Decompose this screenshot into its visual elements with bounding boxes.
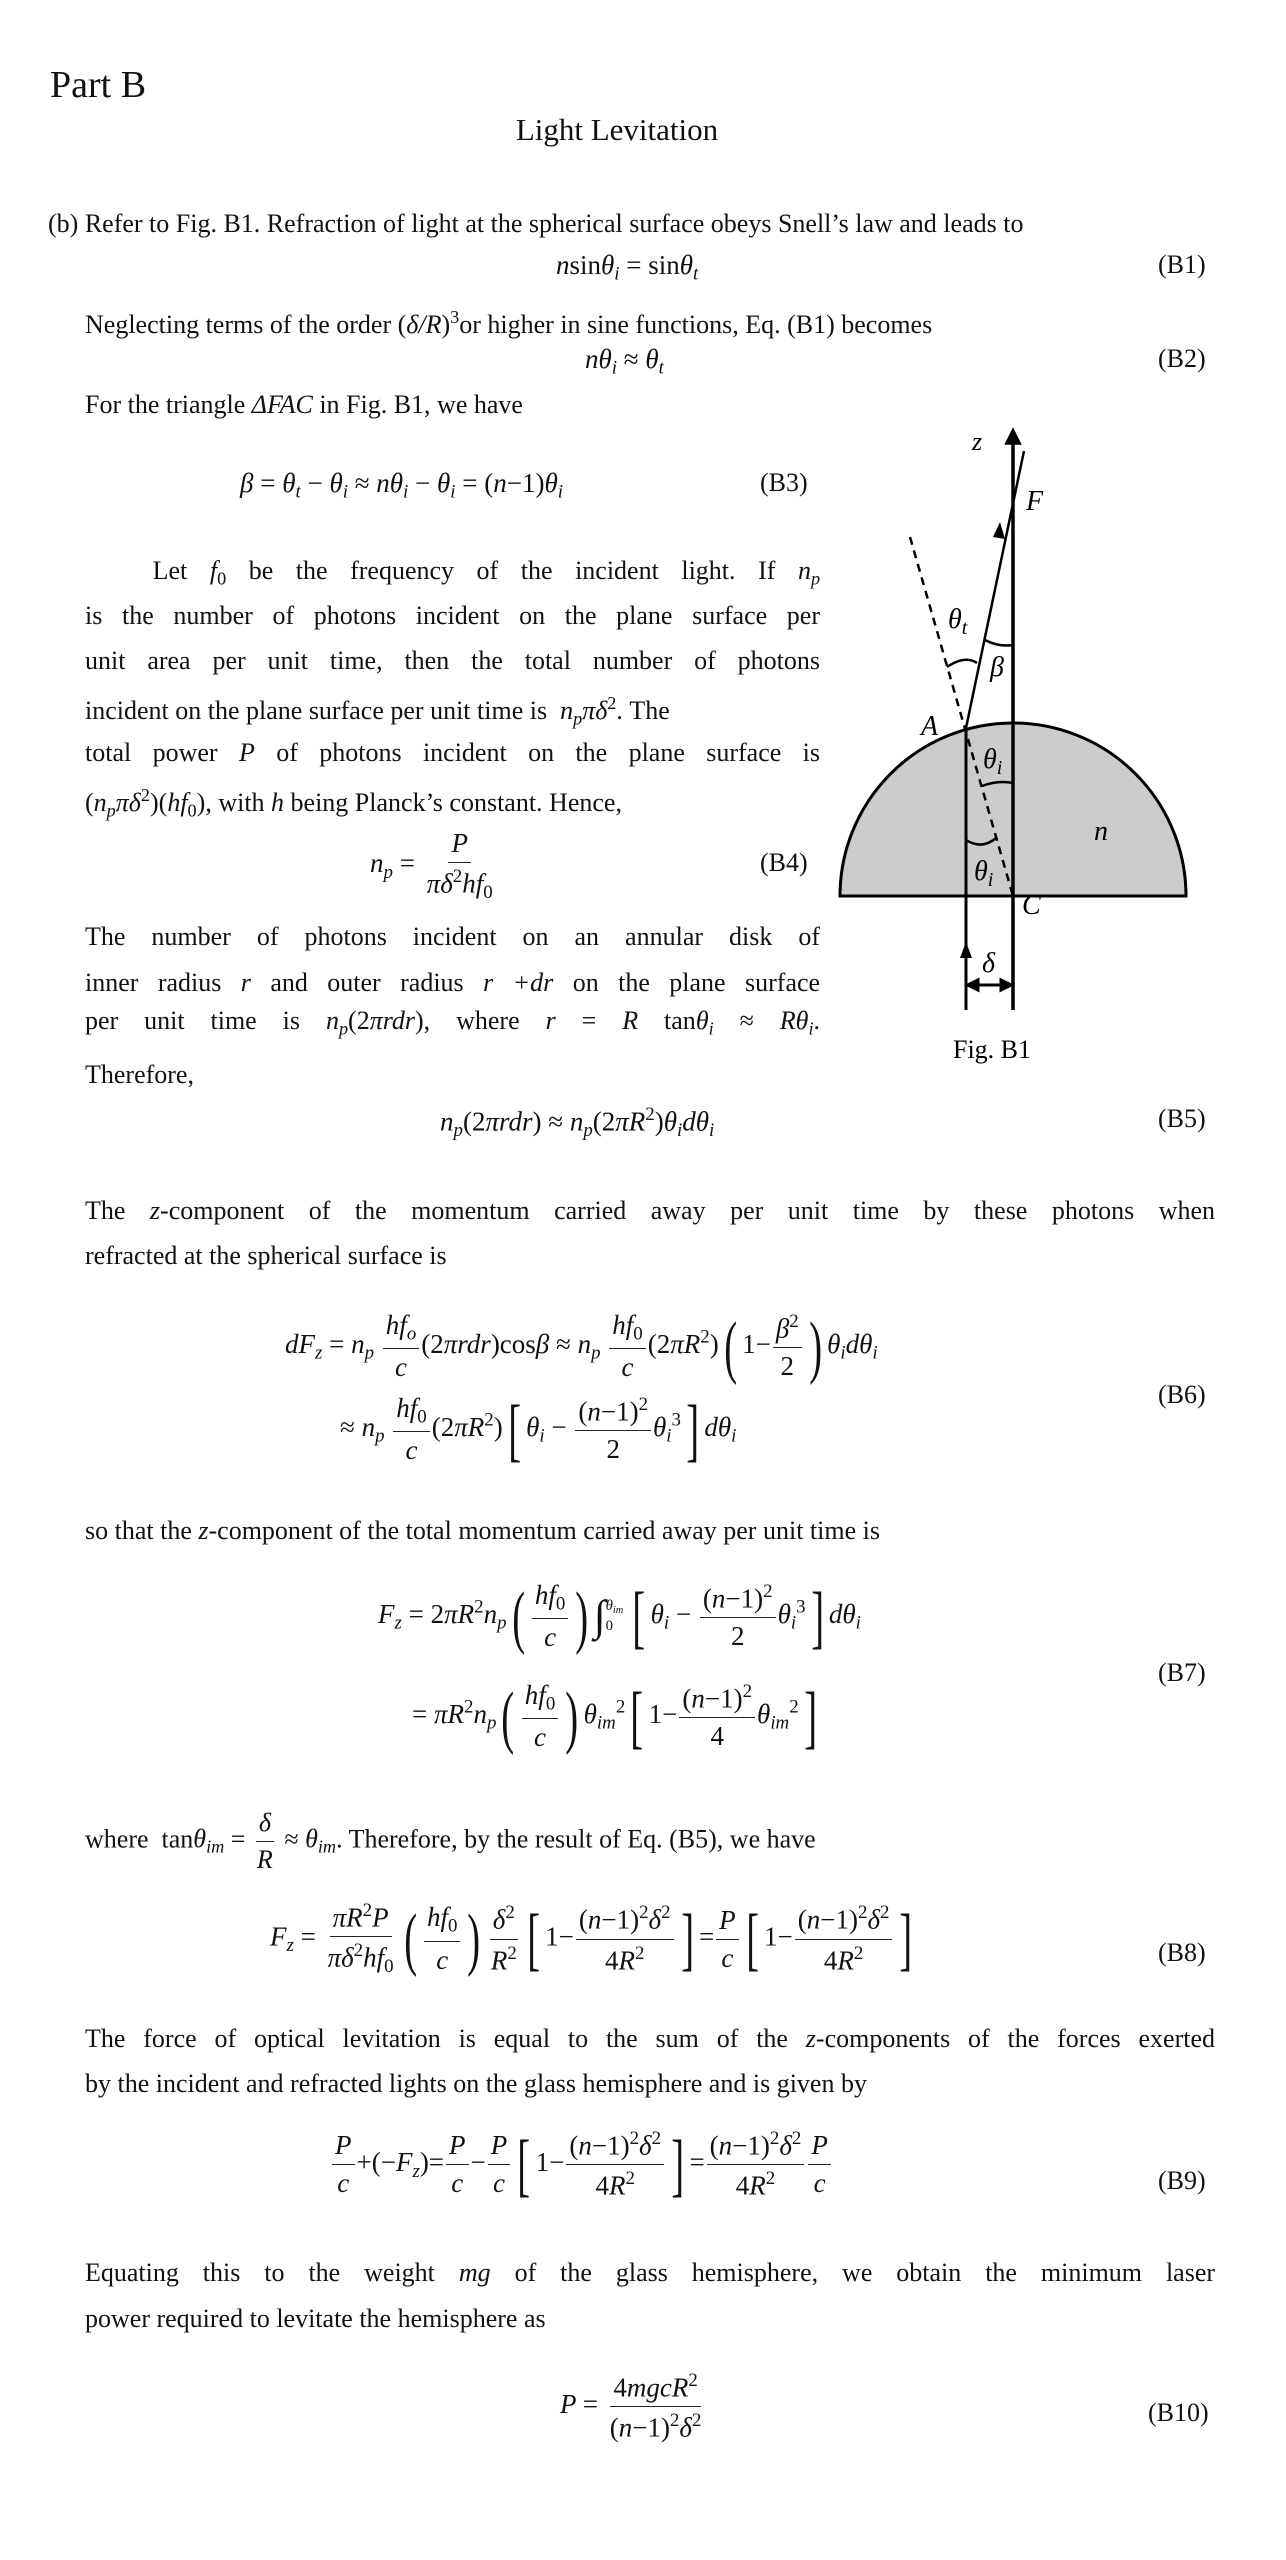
- equation-label-b9: (B9): [1158, 2166, 1206, 2195]
- equation-b6-line2: ≈ $n_p$ $\frac{hf_0}{c}$ $(2\pi R^2)$[ $\theta_i$ − $\frac{(n-1)^2}{2}$ $\theta_i^3$] $d\theta_i$: [340, 1390, 737, 1469]
- equation-b7-line1: $F_z = 2\pi R^2n_p$( $\frac{hf_0}{c}$ ) ∫ $\theta_{im}$ 0 [ $\theta_i$ − $\frac{(n-1)^2}{2}$ $\theta_i^3$] $d\theta_i$: [378, 1577, 861, 1656]
- para2-line3: per unit time is $n_p(2\pi rdr)$, where r = R $\tan\theta_i \approx R\theta_i$.: [85, 1006, 821, 1039]
- equation-b1: nsinθ$_i$ = sinθ$_t$: [556, 250, 699, 285]
- section-title: Light Levitation: [515, 112, 719, 147]
- para1-line2: is the number of photons incident on the plane surface per: [85, 601, 820, 630]
- equation-b4: $n_p$ = $\frac{P}{\pi\delta^2hf_0}$: [370, 828, 493, 904]
- label-theta-t: $\theta_t$: [948, 604, 968, 639]
- zcomp-line1: The z-component of the momentum carried away per unit time by these photons when: [85, 1196, 1215, 1225]
- para1-line1: Let $f_0$ be the frequency of the incident light. If $n_p$: [152, 556, 821, 589]
- equation-label-b4: (B4): [760, 848, 808, 877]
- equation-b7-line2: = $\pi R^2n_p$( $\frac{hf_0}{c}$ ) $\theta_{im}^2$[ 1− $\frac{(n-1)^2}{4}$ $\theta_{im}^2$]: [412, 1677, 817, 1756]
- equation-label-b5: (B5): [1158, 1104, 1206, 1133]
- equation-b2: $n\theta_i \approx \theta_t$: [585, 344, 664, 379]
- sothat-text: so that the z-component of the total momentum carried away per unit time is: [85, 1516, 880, 1545]
- intro-text: (b) Refer to Fig. B1. Refraction of light at the spherical surface obeys Snell’s law and leads to: [48, 209, 1024, 238]
- label-n: n: [1094, 816, 1108, 847]
- equation-b10: P = $\frac{4mgcR^2}{(n-1)^2\delta^2}$: [560, 2370, 702, 2443]
- where-text: where tanθ$_{im}$ = $\frac{\delta}{R}$ ≈ $\theta_{im}$. Therefore, by the result of Eq. (B5), we have: [85, 1808, 816, 1874]
- equation-label-b1: (B1): [1158, 250, 1206, 279]
- equation-b5: $n_p(2\pi rdr) \approx n_p(2\pi R^2)\theta_id\theta_i$: [440, 1104, 715, 1142]
- label-theta-i-upper: $\theta_i$: [983, 744, 1003, 779]
- equation-label-b7: (B7): [1158, 1658, 1206, 1687]
- equation-label-b10: (B10): [1148, 2398, 1209, 2427]
- para1-line5: total power P of photons incident on the plane surface is: [85, 738, 821, 767]
- para1-line4: incident on the plane surface per unit time is $n_p\pi\delta^2$. The: [85, 693, 670, 729]
- equation-label-b2: (B2): [1158, 344, 1206, 373]
- triangle-text: For the triangle ΔFAC in Fig. B1, we have: [85, 390, 523, 419]
- label-theta-i-lower: $\theta_i$: [974, 856, 994, 891]
- para2-line2: inner radius r and outer radius r +dr on the plane surface: [85, 968, 821, 997]
- incident-arrowhead: [960, 942, 972, 958]
- part-heading: Part B: [50, 64, 147, 106]
- zcomp-line2: refracted at the spherical surface is: [85, 1241, 447, 1270]
- para1-line3: unit area per unit time, then the total number of photons: [85, 646, 820, 675]
- para1-line6: $(n_p\pi\delta^2)(hf_0)$, with h being Planck’s constant. Hence,: [85, 785, 622, 821]
- equation-b8: $F_z$ = $\frac{\pi R^2P}{\pi\delta^2hf_0}$ ( $\frac{hf_0}{c}$ ) $\frac{\delta^2}{R^2}$ [ 1− $\frac{(n-1)^2\delta^2}{4R^2}$ ] = $\frac{P}{c}$ [ 1− $\frac{(n-1)^2\delta^2}{4R^2}$ ]: [270, 1900, 913, 1978]
- neglect-text: Neglecting terms of the order $(\delta/R)^3or$ higher in sine functions, Eq. (B1) becomes: [85, 307, 933, 339]
- label-a: A: [921, 711, 939, 742]
- equation-b6-line1: $dF_z = n_p$ $\frac{hf_o}{c}$ $(2\pi rdr)\cos\beta \approx n_p$ $\frac{hf_0}{c}$ $(2\pi R^2)$( 1− $\frac{\beta^2}{2}$ ) $\theta_id\theta_i$: [285, 1307, 878, 1386]
- equation-b3: $\beta = \theta_t - \theta_i \approx n\theta_i - \theta_i = (n-1)\theta_i$: [240, 468, 564, 503]
- therefore-text: Therefore,: [85, 1060, 194, 1089]
- force-line1: The force of optical levitation is equal to the sum of the z-components of the forces exerted: [85, 2024, 1215, 2053]
- label-delta: δ: [982, 948, 996, 979]
- label-c: C: [1022, 890, 1041, 921]
- label-f: F: [1026, 486, 1044, 517]
- equation-label-b8: (B8): [1158, 1938, 1206, 1967]
- equate-line1: Equating this to the weight mg of the glass hemisphere, we obtain the minimum laser: [85, 2258, 1216, 2287]
- label-z: z: [972, 427, 983, 456]
- refracted-arrowhead: [993, 522, 1005, 539]
- label-beta: β: [990, 652, 1004, 683]
- equation-label-b3: (B3): [760, 468, 808, 497]
- force-line2: by the incident and refracted lights on the glass hemisphere and is given by: [85, 2069, 867, 2098]
- equation-b9: $\frac{P}{c}$ $+(-F_z)=$ $\frac{P}{c}$ − $\frac{P}{c}$ [ 1− $\frac{(n-1)^2\delta^2}{4R^2}$ ] = $\frac{(n-1)^2\delta^2}{4R^2}$ $\frac{P}{c}$: [330, 2128, 833, 2202]
- para2-line1: The number of photons incident on an annular disk of: [85, 922, 820, 951]
- beta-arc: [985, 640, 1013, 645]
- equate-line2: power required to levitate the hemisphere as: [85, 2304, 546, 2333]
- theta-t-arc: [947, 660, 977, 667]
- equation-label-b6: (B6): [1158, 1380, 1206, 1409]
- figure-caption: Fig. B1: [953, 1035, 1032, 1064]
- refracted-ray: [966, 451, 1024, 728]
